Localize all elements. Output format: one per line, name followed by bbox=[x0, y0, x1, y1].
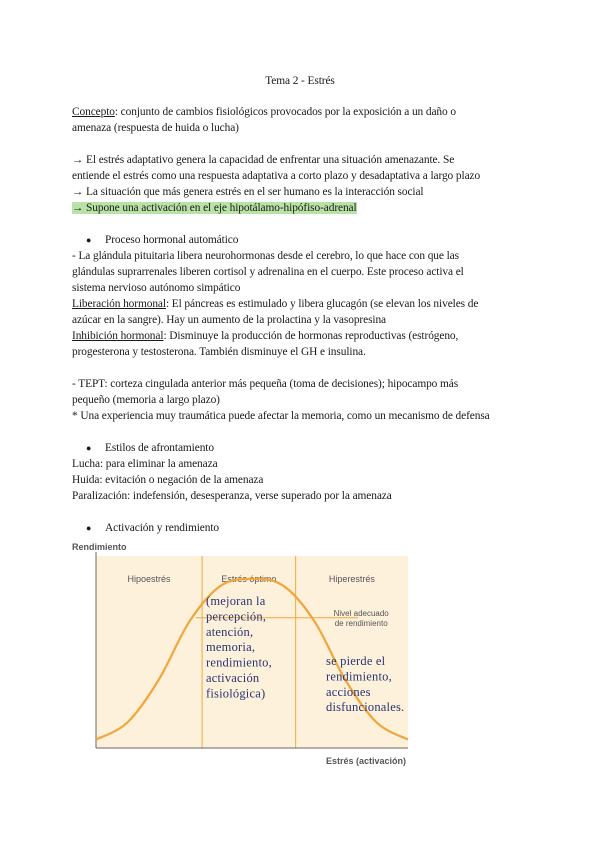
highlighted-arrow-line: → Supone una activación en el eje hipotálamo-hipófiso-adrenal bbox=[72, 202, 357, 214]
inhibicion-label: Inhibición hormonal bbox=[72, 330, 164, 342]
bullet-icon: ● bbox=[86, 443, 92, 453]
annotation-optimo-line: (mejoran la bbox=[206, 594, 266, 608]
afrontamiento-lucha: Lucha: para eliminar la amenaza bbox=[72, 458, 218, 470]
concepto-text: : conjunto de cambios fisiológicos provocados por la exposición a un daño o bbox=[114, 106, 456, 118]
annotation-optimo-line: fisiológica) bbox=[206, 686, 266, 701]
tept-line-1: - TEPT: corteza cingulada anterior más pequeña (toma de decisiones); hipocampo más bbox=[72, 378, 459, 390]
bullet-activacion bbox=[86, 520, 219, 536]
liberacion-label: Liberación hormonal bbox=[72, 298, 166, 310]
bullet-icon: ● bbox=[86, 523, 92, 533]
annotation-optimo-line: atención, bbox=[206, 624, 254, 639]
bullet-afrontamiento bbox=[86, 440, 214, 456]
zone-label: Estrés óptimo bbox=[221, 574, 277, 584]
annotation-hiper-line: se pierde el bbox=[326, 654, 386, 668]
zone-label: Hiperestrés bbox=[328, 574, 375, 584]
concepto-line-1 bbox=[72, 104, 456, 120]
annotation-optimo-line: percepción, bbox=[206, 609, 267, 624]
hormonal-heading: Proceso hormonal automático bbox=[105, 234, 239, 246]
afrontamiento-paralizacion: Paralización: indefensión, desesperanza, verse superado por la amenaza bbox=[72, 490, 392, 502]
x-axis-label: Estrés (activación) bbox=[325, 756, 406, 766]
concepto-label: Concepto bbox=[72, 106, 115, 118]
annotation-hiper-line: rendimiento, bbox=[326, 669, 392, 684]
hormonal-line-3: sistema nervioso autónomo simpático bbox=[72, 282, 241, 294]
liberacion-line-1 bbox=[72, 296, 478, 312]
annotation-hiper-line: acciones bbox=[326, 684, 371, 699]
hormonal-line-2: glándulas suprarrenales liberen cortisol y adrenalina en el cuerpo. Este proceso activa el bbox=[72, 266, 464, 278]
arrow-line-3: → La situación que más genera estrés en el ser humano es la interacción social bbox=[72, 186, 424, 198]
liberacion-line-2: azúcar en la sangre). Hay un aumento de la prolactina y la vasopresina bbox=[72, 314, 387, 326]
inhibicion-text: : Disminuye la producción de hormonas reproductivas (estrógeno, bbox=[163, 330, 459, 342]
reference-label: de rendimiento bbox=[334, 618, 388, 628]
concepto-line-2: amenaza (respuesta de huida o lucha) bbox=[72, 122, 239, 134]
arrow-line-1: → El estrés adaptativo genera la capacidad de enfrentar una situación amenazante. Se bbox=[72, 154, 455, 166]
annotation-optimo-line: rendimiento, bbox=[206, 655, 272, 670]
annotation-optimo-line: memoria, bbox=[206, 640, 256, 655]
reference-label: Nivel adecuado bbox=[333, 608, 389, 618]
afrontamiento-heading: Estilos de afrontamiento bbox=[105, 442, 214, 454]
hormonal-line-1: - La glándula pituitaria libera neurohormonas desde el cerebro, lo que hace con que las bbox=[72, 250, 459, 262]
tept-line-3: * Una experiencia muy traumática puede afectar la memoria, como un mecanismo de defensa bbox=[72, 410, 490, 422]
chart-svg bbox=[72, 538, 412, 772]
zone-label: Hipoestrés bbox=[127, 574, 171, 584]
arrow-line-2: entiende el estrés como una respuesta adaptativa a corto plazo y desadaptativa a largo plazo bbox=[72, 170, 481, 182]
annotation-hiper-line: disfuncionales. bbox=[326, 700, 405, 715]
afrontamiento-huida: Huida: evitación o negación de la amenaza bbox=[72, 474, 264, 486]
bullet-hormonal bbox=[86, 232, 238, 248]
annotation-optimo-line: activación bbox=[206, 671, 260, 685]
liberacion-text: : El páncreas es estimulado y libera glucagón (se elevan los niveles de bbox=[165, 298, 479, 310]
y-axis-label: Rendimiento bbox=[72, 542, 127, 552]
activacion-heading: Activación y rendimiento bbox=[105, 522, 220, 534]
inhibicion-line-1 bbox=[72, 328, 458, 344]
inhibicion-line-2: progesterona y testosterona. También disminuye el GH e insulina. bbox=[72, 346, 366, 358]
page-title: Tema 2 - Estrés bbox=[265, 75, 335, 87]
tept-line-2: pequeño (memoria a largo plazo) bbox=[72, 394, 220, 406]
bullet-icon: ● bbox=[86, 235, 92, 245]
stress-performance-chart bbox=[72, 538, 412, 772]
